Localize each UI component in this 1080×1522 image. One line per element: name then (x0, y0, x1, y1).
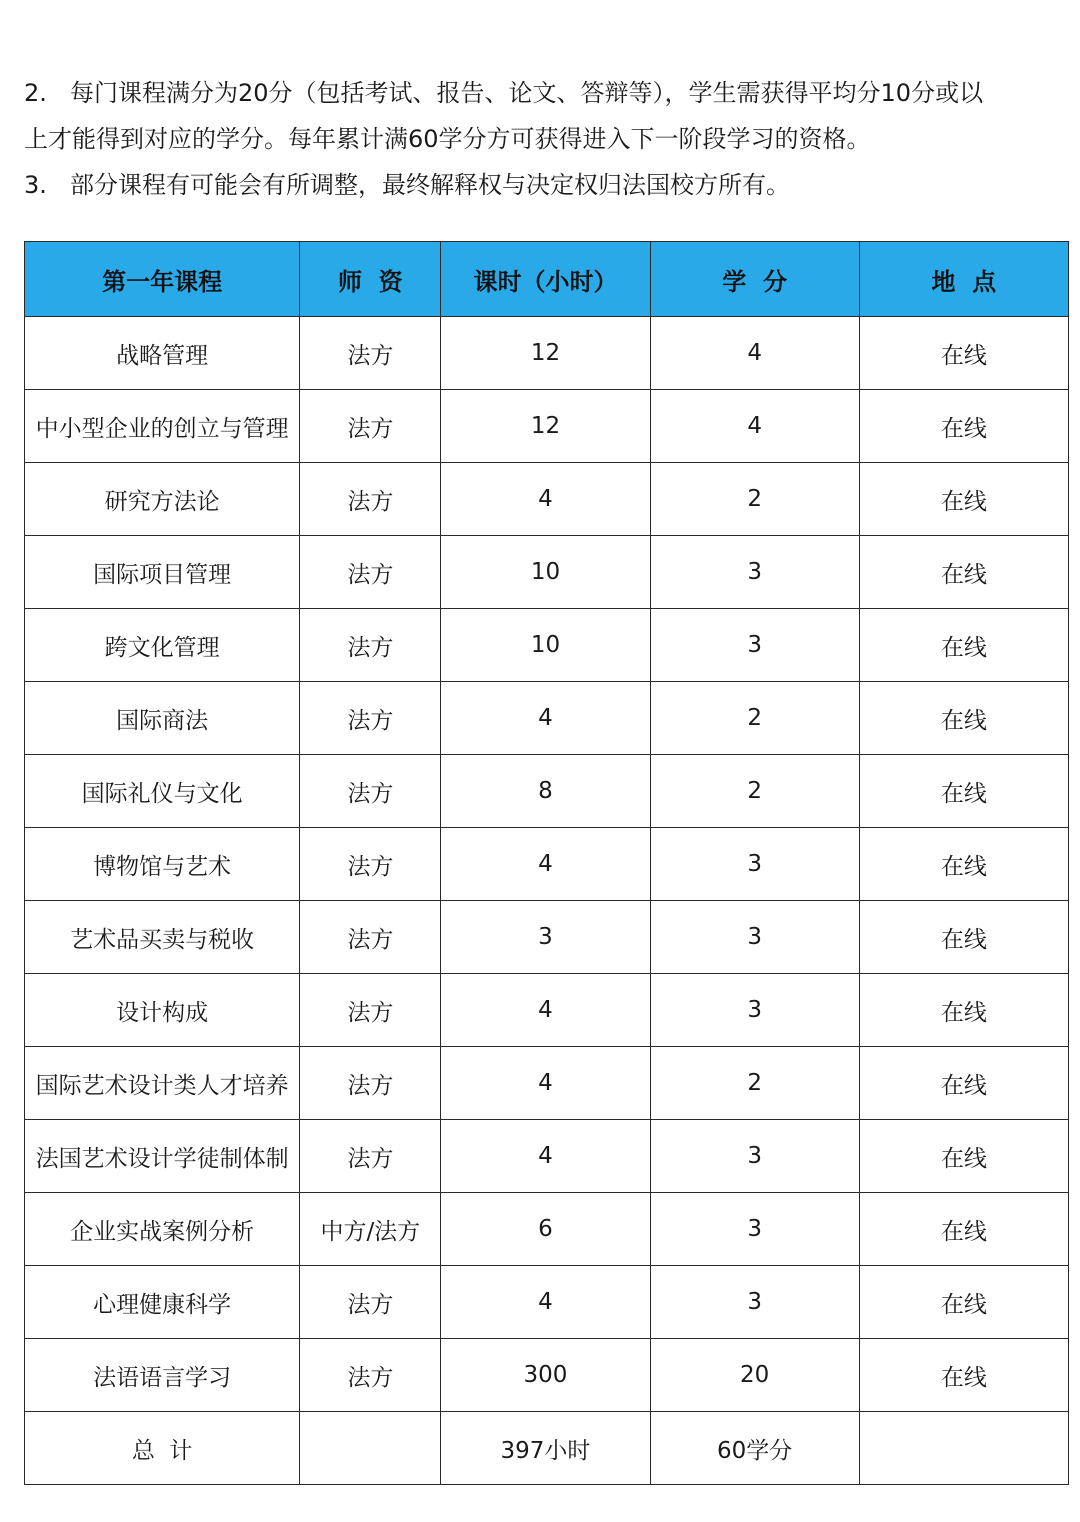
course-name-cell: 跨文化管理 (25, 609, 300, 682)
credits-cell: 20 (650, 1339, 859, 1412)
table-row (25, 828, 1069, 901)
hours-cell: 10 (441, 609, 650, 682)
table-header (25, 242, 1069, 317)
hours-cell: 4 (441, 1266, 650, 1339)
course-name-cell: 研究方法论 (25, 463, 300, 536)
course-name-cell: 艺术品买卖与税收 (25, 901, 300, 974)
header-credits: 学 分 (650, 242, 859, 317)
credits-cell: 4 (650, 390, 859, 463)
course-name-cell: 法语语言学习 (25, 1339, 300, 1412)
course-table (24, 241, 1069, 1485)
table-row (25, 390, 1069, 463)
hours-cell: 10 (441, 536, 650, 609)
table-row (25, 682, 1069, 755)
hours-cell: 4 (441, 974, 650, 1047)
table-row (25, 901, 1069, 974)
hours-cell: 4 (441, 1120, 650, 1193)
hours-cell: 4 (441, 463, 650, 536)
table-row (25, 536, 1069, 609)
faculty-cell: 法方 (300, 828, 441, 901)
credits-cell: 3 (650, 974, 859, 1047)
faculty-cell: 法方 (300, 317, 441, 390)
credits-cell: 3 (650, 1120, 859, 1193)
faculty-cell: 法方 (300, 390, 441, 463)
location-cell: 在线 (859, 1047, 1068, 1120)
note-line (24, 116, 1070, 162)
credits-cell: 2 (650, 755, 859, 828)
location-cell: 在线 (859, 828, 1068, 901)
credits-cell: 2 (650, 682, 859, 755)
table-row (25, 1120, 1069, 1193)
course-name-cell: 国际礼仪与文化 (25, 755, 300, 828)
faculty-cell: 法方 (300, 1047, 441, 1120)
hours-cell: 6 (441, 1193, 650, 1266)
location-cell: 在线 (859, 901, 1068, 974)
faculty-cell: 法方 (300, 536, 441, 609)
table-row (25, 1193, 1069, 1266)
course-name-cell: 中小型企业的创立与管理 (25, 390, 300, 463)
hours-cell: 4 (441, 1047, 650, 1120)
faculty-cell: 法方 (300, 463, 441, 536)
hours-cell: 4 (441, 682, 650, 755)
note-text: 部分课程有可能会有所调整，最终解释权与决定权归法国校方所有。 (70, 171, 790, 199)
location-cell: 在线 (859, 536, 1068, 609)
credits-cell: 2 (650, 463, 859, 536)
table-row (25, 463, 1069, 536)
course-name-cell: 心理健康科学 (25, 1266, 300, 1339)
note-number: 3. (24, 171, 47, 199)
faculty-cell: 法方 (300, 1266, 441, 1339)
credits-cell: 3 (650, 1193, 859, 1266)
location-cell: 在线 (859, 682, 1068, 755)
table-row (25, 317, 1069, 390)
faculty-cell: 法方 (300, 755, 441, 828)
location-cell: 在线 (859, 317, 1068, 390)
location-cell: 在线 (859, 609, 1068, 682)
total-row (25, 1412, 1069, 1485)
course-name-cell: 战略管理 (25, 317, 300, 390)
faculty-cell: 法方 (300, 1339, 441, 1412)
course-name-cell: 国际项目管理 (25, 536, 300, 609)
faculty-cell: 法方 (300, 901, 441, 974)
credits-cell: 3 (650, 901, 859, 974)
faculty-cell: 法方 (300, 682, 441, 755)
faculty-cell: 法方 (300, 609, 441, 682)
header-row (25, 242, 1069, 317)
location-cell: 在线 (859, 1266, 1068, 1339)
note-number: 2. (24, 79, 47, 107)
location-cell: 在线 (859, 1339, 1068, 1412)
table-row (25, 1339, 1069, 1412)
header-faculty: 师 资 (300, 242, 441, 317)
header-location: 地 点 (859, 242, 1068, 317)
location-cell: 在线 (859, 390, 1068, 463)
total-credits-cell: 60学分 (650, 1412, 859, 1485)
hours-cell: 12 (441, 390, 650, 463)
total-hours-cell: 397小时 (441, 1412, 650, 1485)
credits-cell: 4 (650, 317, 859, 390)
faculty-cell: 中方/法方 (300, 1193, 441, 1266)
location-cell: 在线 (859, 463, 1068, 536)
hours-cell: 8 (441, 755, 650, 828)
course-name-cell: 法国艺术设计学徒制体制 (25, 1120, 300, 1193)
credits-cell: 3 (650, 1266, 859, 1339)
notes-section (24, 70, 1070, 208)
faculty-cell: 法方 (300, 1120, 441, 1193)
hours-cell: 4 (441, 828, 650, 901)
course-name-cell: 企业实战案例分析 (25, 1193, 300, 1266)
note-line (24, 70, 1070, 116)
total-faculty-cell (300, 1412, 441, 1485)
table-row (25, 1266, 1069, 1339)
faculty-cell: 法方 (300, 974, 441, 1047)
location-cell: 在线 (859, 1193, 1068, 1266)
total-label-cell: 总 计 (25, 1412, 300, 1485)
header-hours: 课时（小时） (441, 242, 650, 317)
location-cell: 在线 (859, 974, 1068, 1047)
table-row (25, 755, 1069, 828)
total-location-cell (859, 1412, 1068, 1485)
course-name-cell: 国际艺术设计类人才培养 (25, 1047, 300, 1120)
course-name-cell: 国际商法 (25, 682, 300, 755)
table-body (25, 317, 1069, 1485)
header-course: 第一年课程 (25, 242, 300, 317)
course-name-cell: 设计构成 (25, 974, 300, 1047)
credits-cell: 2 (650, 1047, 859, 1120)
table-row (25, 609, 1069, 682)
credits-cell: 3 (650, 609, 859, 682)
table-row (25, 974, 1069, 1047)
location-cell: 在线 (859, 1120, 1068, 1193)
location-cell: 在线 (859, 755, 1068, 828)
table-row (25, 1047, 1069, 1120)
hours-cell: 3 (441, 901, 650, 974)
hours-cell: 12 (441, 317, 650, 390)
credits-cell: 3 (650, 828, 859, 901)
note-text: 上才能得到对应的学分。每年累计满60学分方可获得进入下一阶段学习的资格。 (24, 125, 871, 153)
hours-cell: 300 (441, 1339, 650, 1412)
credits-cell: 3 (650, 536, 859, 609)
note-line (24, 162, 1070, 208)
note-text: 每门课程满分为20分（包括考试、报告、论文、答辩等），学生需获得平均分10分或以 (70, 79, 984, 107)
course-name-cell: 博物馆与艺术 (25, 828, 300, 901)
